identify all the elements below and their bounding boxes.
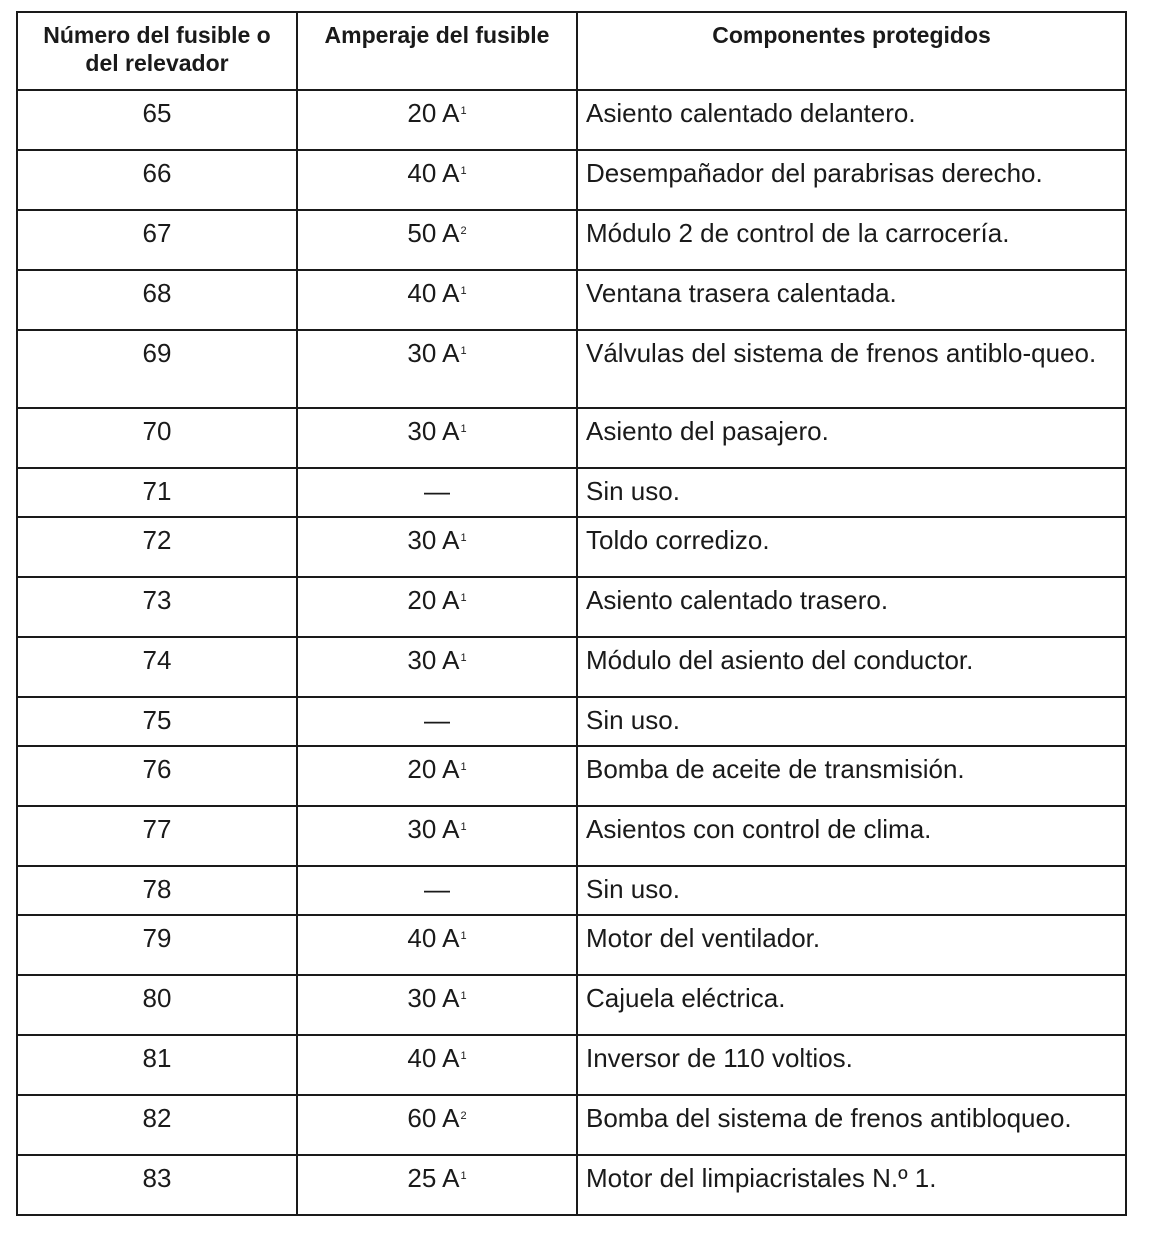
- footnote-marker: 1: [460, 990, 467, 1002]
- table-row: [17, 468, 1126, 517]
- table-header-row: [17, 12, 1126, 90]
- table-row: [17, 866, 1126, 915]
- protected-component-cell: Desempañador del parabrisas derecho.: [577, 150, 1126, 210]
- protected-component-cell: Sin uso.: [577, 866, 1126, 915]
- table-row: [17, 1095, 1126, 1155]
- fuse-amperage-cell: [297, 806, 577, 866]
- protected-component-cell: Asiento calentado trasero.: [577, 577, 1126, 637]
- protected-component-cell: Ventana trasera calentada.: [577, 270, 1126, 330]
- protected-component-cell: Sin uso.: [577, 468, 1126, 517]
- table-row: [17, 90, 1126, 150]
- fuse-amperage-cell: [297, 1035, 577, 1095]
- fuse-number-cell: 75: [17, 697, 297, 746]
- fuse-number-cell: 73: [17, 577, 297, 637]
- amperage-value: 40 A: [407, 1043, 460, 1073]
- protected-component-cell: Asiento calentado delantero.: [577, 90, 1126, 150]
- fuse-number-cell: 77: [17, 806, 297, 866]
- table-row: [17, 1035, 1126, 1095]
- protected-component-cell: Cajuela eléctrica.: [577, 975, 1126, 1035]
- fuse-number-cell: 72: [17, 517, 297, 577]
- table-row: [17, 746, 1126, 806]
- fuse-amperage-cell: [297, 577, 577, 637]
- fuse-number-cell: 67: [17, 210, 297, 270]
- table-body: [17, 90, 1126, 1215]
- table-row: [17, 577, 1126, 637]
- amperage-value: 40 A: [407, 158, 460, 188]
- amperage-value: 30 A: [407, 416, 460, 446]
- fuse-number-cell: 76: [17, 746, 297, 806]
- fuse-number-cell: 80: [17, 975, 297, 1035]
- table-row: [17, 330, 1126, 408]
- table-row: [17, 697, 1126, 746]
- protected-component-cell: Válvulas del sistema de frenos antiblo-queo.: [577, 330, 1126, 408]
- fuse-amperage-cell: [297, 90, 577, 150]
- amperage-value: —: [424, 874, 450, 904]
- fuse-amperage-cell: [297, 330, 577, 408]
- table-row: [17, 637, 1126, 697]
- amperage-value: 30 A: [407, 338, 460, 368]
- footnote-marker: 2: [460, 225, 467, 237]
- amperage-value: 20 A: [407, 754, 460, 784]
- fuse-amperage-cell: [297, 697, 577, 746]
- fuse-number-cell: 81: [17, 1035, 297, 1095]
- protected-component-cell: Motor del limpiacristales N.º 1.: [577, 1155, 1126, 1215]
- table-row: [17, 210, 1126, 270]
- fuse-number-cell: 65: [17, 90, 297, 150]
- amperage-value: 30 A: [407, 525, 460, 555]
- amperage-value: —: [424, 705, 450, 735]
- protected-component-cell: Asiento del pasajero.: [577, 408, 1126, 468]
- table-row: [17, 1155, 1126, 1215]
- fuse-amperage-cell: [297, 468, 577, 517]
- fuse-amperage-cell: [297, 1095, 577, 1155]
- amperage-value: 40 A: [407, 278, 460, 308]
- fuse-number-cell: 66: [17, 150, 297, 210]
- table-row: [17, 975, 1126, 1035]
- fuse-amperage-cell: [297, 866, 577, 915]
- fuse-number-cell: 78: [17, 866, 297, 915]
- fuse-number-cell: 79: [17, 915, 297, 975]
- amperage-value: 25 A: [407, 1163, 460, 1193]
- table-row: [17, 517, 1126, 577]
- protected-component-cell: Toldo corredizo.: [577, 517, 1126, 577]
- amperage-value: 30 A: [407, 983, 460, 1013]
- fuse-number-cell: 69: [17, 330, 297, 408]
- footnote-marker: 1: [460, 761, 467, 773]
- protected-component-cell: Motor del ventilador.: [577, 915, 1126, 975]
- footnote-marker: 1: [460, 821, 467, 833]
- amperage-value: 20 A: [407, 98, 460, 128]
- table-row: [17, 408, 1126, 468]
- fuse-amperage-cell: [297, 1155, 577, 1215]
- footnote-marker: 1: [460, 165, 467, 177]
- footnote-marker: 1: [460, 285, 467, 297]
- fuse-amperage-cell: [297, 408, 577, 468]
- amperage-value: 50 A: [407, 218, 460, 248]
- fuse-number-cell: 74: [17, 637, 297, 697]
- footnote-marker: 1: [460, 532, 467, 544]
- fuse-number-cell: 82: [17, 1095, 297, 1155]
- fuse-table: [16, 11, 1127, 1216]
- fuse-amperage-cell: [297, 210, 577, 270]
- amperage-value: 20 A: [407, 585, 460, 615]
- protected-component-cell: Bomba del sistema de frenos antibloqueo.: [577, 1095, 1126, 1155]
- footnote-marker: 1: [460, 1170, 467, 1182]
- footnote-marker: 1: [460, 345, 467, 357]
- fuse-number-cell: 68: [17, 270, 297, 330]
- table-row: [17, 150, 1126, 210]
- protected-component-cell: Asientos con control de clima.: [577, 806, 1126, 866]
- footnote-marker: 1: [460, 652, 467, 664]
- fuse-amperage-cell: [297, 270, 577, 330]
- footnote-marker: 1: [460, 1050, 467, 1062]
- fuse-amperage-cell: [297, 517, 577, 577]
- table-row: [17, 915, 1126, 975]
- header-fuse-number: Número del fusible o del relevador: [17, 12, 297, 90]
- fuse-amperage-cell: [297, 915, 577, 975]
- amperage-value: —: [424, 476, 450, 506]
- fuse-number-cell: 83: [17, 1155, 297, 1215]
- protected-component-cell: Sin uso.: [577, 697, 1126, 746]
- amperage-value: 60 A: [407, 1103, 460, 1133]
- fuse-amperage-cell: [297, 637, 577, 697]
- table-row: [17, 270, 1126, 330]
- protected-component-cell: Bomba de aceite de transmisión.: [577, 746, 1126, 806]
- amperage-value: 40 A: [407, 923, 460, 953]
- protected-component-cell: Módulo 2 de control de la carrocería.: [577, 210, 1126, 270]
- amperage-value: 30 A: [407, 814, 460, 844]
- fuse-amperage-cell: [297, 746, 577, 806]
- footnote-marker: 1: [460, 592, 467, 604]
- footnote-marker: 1: [460, 930, 467, 942]
- fuse-number-cell: 71: [17, 468, 297, 517]
- protected-component-cell: Módulo del asiento del conductor.: [577, 637, 1126, 697]
- protected-component-cell: Inversor de 110 voltios.: [577, 1035, 1126, 1095]
- fuse-amperage-cell: [297, 150, 577, 210]
- footnote-marker: 1: [460, 423, 467, 435]
- table-row: [17, 806, 1126, 866]
- header-protected-components: Componentes protegidos: [577, 12, 1126, 90]
- amperage-value: 30 A: [407, 645, 460, 675]
- header-fuse-amperage: Amperaje del fusible: [297, 12, 577, 90]
- footnote-marker: 2: [460, 1110, 467, 1122]
- fuse-number-cell: 70: [17, 408, 297, 468]
- footnote-marker: 1: [460, 105, 467, 117]
- fuse-amperage-cell: [297, 975, 577, 1035]
